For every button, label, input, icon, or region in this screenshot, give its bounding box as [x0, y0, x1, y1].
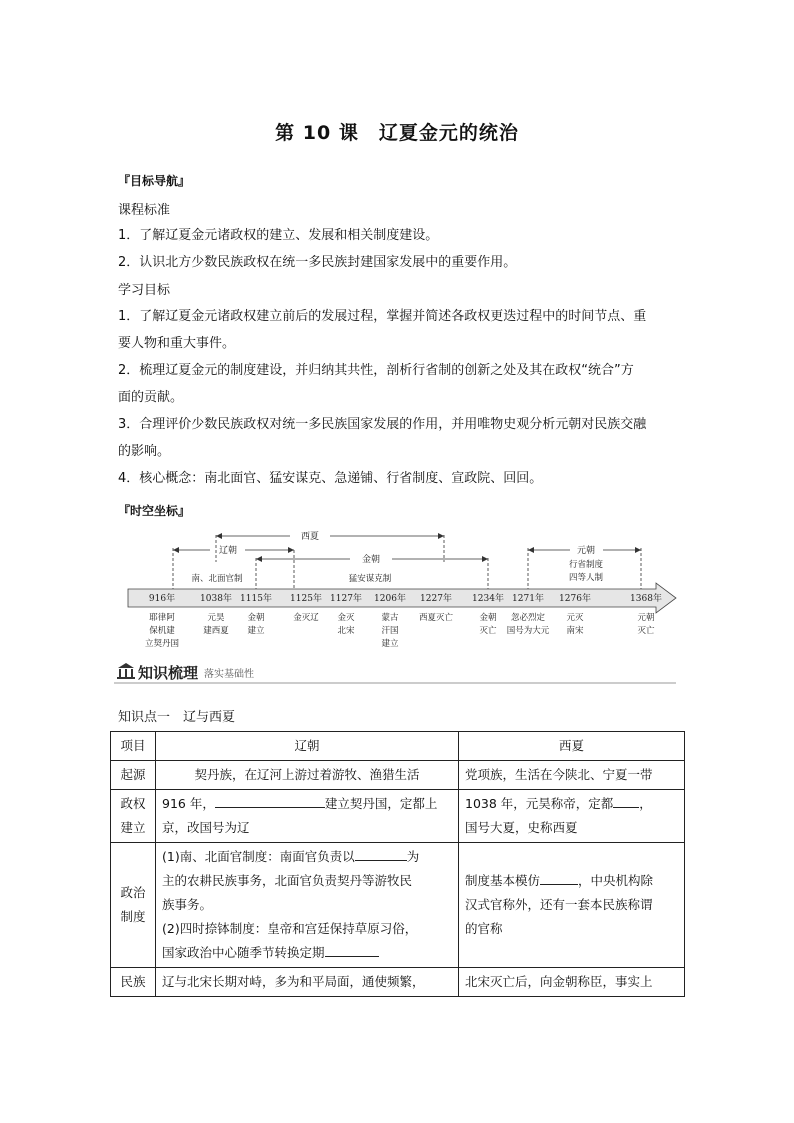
fill-blank[interactable] — [355, 846, 407, 861]
table-header-cell: 西夏 — [459, 732, 685, 761]
cell-text: 为 — [406, 849, 420, 864]
span-note-jin: 猛安谋克制 — [348, 574, 392, 584]
goal-line: 4．核心概念：南北面官、猛安谋克、急递铺、行省制度、宣政院、回回。 — [118, 471, 543, 486]
timeline-year: 1234年 — [472, 594, 504, 604]
fill-blank[interactable] — [215, 793, 325, 808]
table-header-cell: 项目 — [111, 732, 156, 761]
timeline-event: 金朝 — [479, 613, 497, 623]
timeline-year: 1038年 — [200, 594, 232, 604]
standard-item: 2．认识北方少数民族政权在统一多民族封建国家发展中的重要作用。 — [118, 255, 517, 270]
row-label-line: 政权 — [120, 796, 146, 811]
timeline-year: 1227年 — [420, 594, 452, 604]
span-note-yuan: 行省制度 — [568, 560, 604, 570]
row-label: 民族 — [111, 968, 156, 997]
building-icon — [117, 663, 135, 679]
liao-cell: 契丹族，在辽河上游过着游牧、渔猎生活 — [156, 761, 459, 790]
row-label: 起源 — [111, 761, 156, 790]
timeline-year: 1271年 — [512, 594, 544, 604]
goal-line: 要人物和重大事件。 — [118, 336, 236, 351]
goal-line: 的影响。 — [118, 444, 171, 459]
timeline-year: 1127年 — [330, 594, 362, 604]
timeline-event: 国号为大元 — [506, 626, 550, 636]
timeline-diagram — [0, 520, 794, 720]
knowledge-title: 知识梳理 — [138, 664, 199, 682]
span-label-yuan: 元朝 — [576, 546, 596, 556]
timeline-year: 1206年 — [374, 594, 406, 604]
cell-text: 族事务。 — [162, 897, 213, 912]
cell-text: ， — [639, 796, 652, 811]
fill-blank[interactable] — [613, 793, 639, 808]
timeline-event: 灭亡 — [479, 626, 497, 636]
goal-line: 3．合理评价少数民族政权对统一多民族国家发展的作用，并用唯物史观分析元朝对民族交融 — [118, 417, 647, 432]
section-timeline: 『时空坐标』 — [118, 504, 191, 518]
cell-text: (1)南、北面官制度：南面官负责以 — [162, 849, 355, 864]
timeline-event: 建西夏 — [203, 626, 229, 636]
timeline-event: 汗国 — [381, 626, 399, 636]
goal-line: 面的贡献。 — [118, 390, 184, 405]
timeline-event: 金灭辽 — [293, 613, 319, 623]
goals-heading: 学习目标 — [118, 283, 171, 298]
span-note-yuan: 四等人制 — [568, 573, 604, 583]
span-label-jin: 金朝 — [361, 555, 381, 565]
cell-text: 汉式官称外，还有一套本民族称谓 — [465, 897, 653, 912]
timeline-event: 耶律阿 — [149, 613, 175, 623]
table-row — [111, 843, 685, 968]
timeline-event: 建立 — [381, 639, 399, 649]
timeline-event: 北宋 — [337, 626, 355, 636]
cell-text: ，中央机构除 — [578, 873, 654, 888]
standard-item: 1．了解辽夏金元诸政权的建立、发展和相关制度建设。 — [118, 228, 439, 243]
cell-text: 制度基本模仿 — [465, 873, 541, 888]
timeline-event: 金朝 — [247, 613, 265, 623]
row-label-line: 政治 — [120, 885, 146, 900]
cell-text: 的官称 — [465, 921, 503, 936]
xixia-cell — [459, 843, 685, 968]
xixia-cell — [459, 790, 685, 843]
row-label — [111, 790, 156, 843]
timeline-year: 916年 — [148, 594, 176, 604]
table-row — [111, 968, 685, 997]
page-title: 第 10 课 辽夏金元的统治 — [275, 122, 519, 144]
timeline-event: 西夏灭亡 — [418, 613, 454, 623]
timeline-year: 1115年 — [240, 594, 272, 604]
timeline-year: 1276年 — [559, 594, 591, 604]
cell-text: 京，改国号为辽 — [162, 820, 250, 835]
timeline-year: 1368年 — [630, 594, 662, 604]
span-label-liao: 辽朝 — [218, 546, 238, 556]
liao-cell: 辽与北宋长期对峙，多为和平局面，通使频繁， — [156, 968, 459, 997]
cell-text: 916 年， — [162, 796, 215, 811]
cell-text: 1038 年，元昊称帝，定都 — [465, 796, 614, 811]
row-label-line: 建立 — [120, 820, 146, 835]
timeline-event: 立契丹国 — [144, 639, 180, 649]
table-row — [111, 790, 685, 843]
table-header-row — [111, 732, 685, 761]
xixia-cell: 党项族，生活在今陕北、宁夏一带 — [459, 761, 685, 790]
goal-line: 1．了解辽夏金元诸政权建立前后的发展过程，掌握并简述各政权更迭过程中的时间节点、重 — [118, 309, 647, 324]
liao-cell — [156, 790, 459, 843]
liao-cell — [156, 843, 459, 968]
table-row — [111, 761, 685, 790]
table-header-cell: 辽朝 — [156, 732, 459, 761]
knowledge-subtitle: 落实基础性 — [204, 669, 254, 680]
timeline-event: 忽必烈定 — [510, 613, 546, 623]
timeline-year: 1125年 — [290, 594, 322, 604]
cell-text: 国号大夏，史称西夏 — [465, 820, 578, 835]
row-label-line: 制度 — [120, 909, 146, 924]
goal-line: 2．梳理辽夏金元的制度建设，并归纳其共性，剖析行省制的创新之处及其在政权“统合”方 — [118, 363, 634, 378]
knowledge-table — [110, 731, 685, 997]
timeline-event: 元昊 — [207, 613, 225, 623]
timeline-event: 灭亡 — [637, 626, 655, 636]
fill-blank[interactable] — [325, 942, 379, 957]
timeline-event: 元朝 — [637, 613, 655, 623]
fill-blank[interactable] — [540, 870, 578, 885]
span-note-liao: 南、北面官制 — [191, 574, 243, 584]
timeline-event: 建立 — [247, 626, 265, 636]
cell-text: 主的农耕民族事务，北面官负责契丹等游牧民 — [162, 873, 413, 888]
section-goal-nav: 『目标导航』 — [118, 174, 191, 188]
xixia-cell: 北宋灭亡后，向金朝称臣，事实上 — [459, 968, 685, 997]
cell-text: 建立契丹国，定都上 — [324, 796, 438, 811]
knowledge-header — [110, 658, 690, 688]
span-label-xixia: 西夏 — [300, 532, 320, 542]
timeline-event: 金灭 — [337, 613, 355, 623]
timeline-event: 南宋 — [566, 626, 584, 636]
timeline-event: 保机建 — [149, 626, 175, 636]
timeline-event: 元灭 — [566, 613, 584, 623]
cell-text: (2)四时捺钵制度：皇帝和宫廷保持草原习俗， — [162, 921, 418, 936]
row-label — [111, 843, 156, 968]
knowledge-point-title: 知识点一 辽与西夏 — [118, 710, 236, 725]
timeline-event: 蒙古 — [381, 613, 399, 623]
cell-text: 国家政治中心随季节转换定期 — [162, 945, 325, 960]
standard-heading: 课程标准 — [118, 203, 171, 218]
